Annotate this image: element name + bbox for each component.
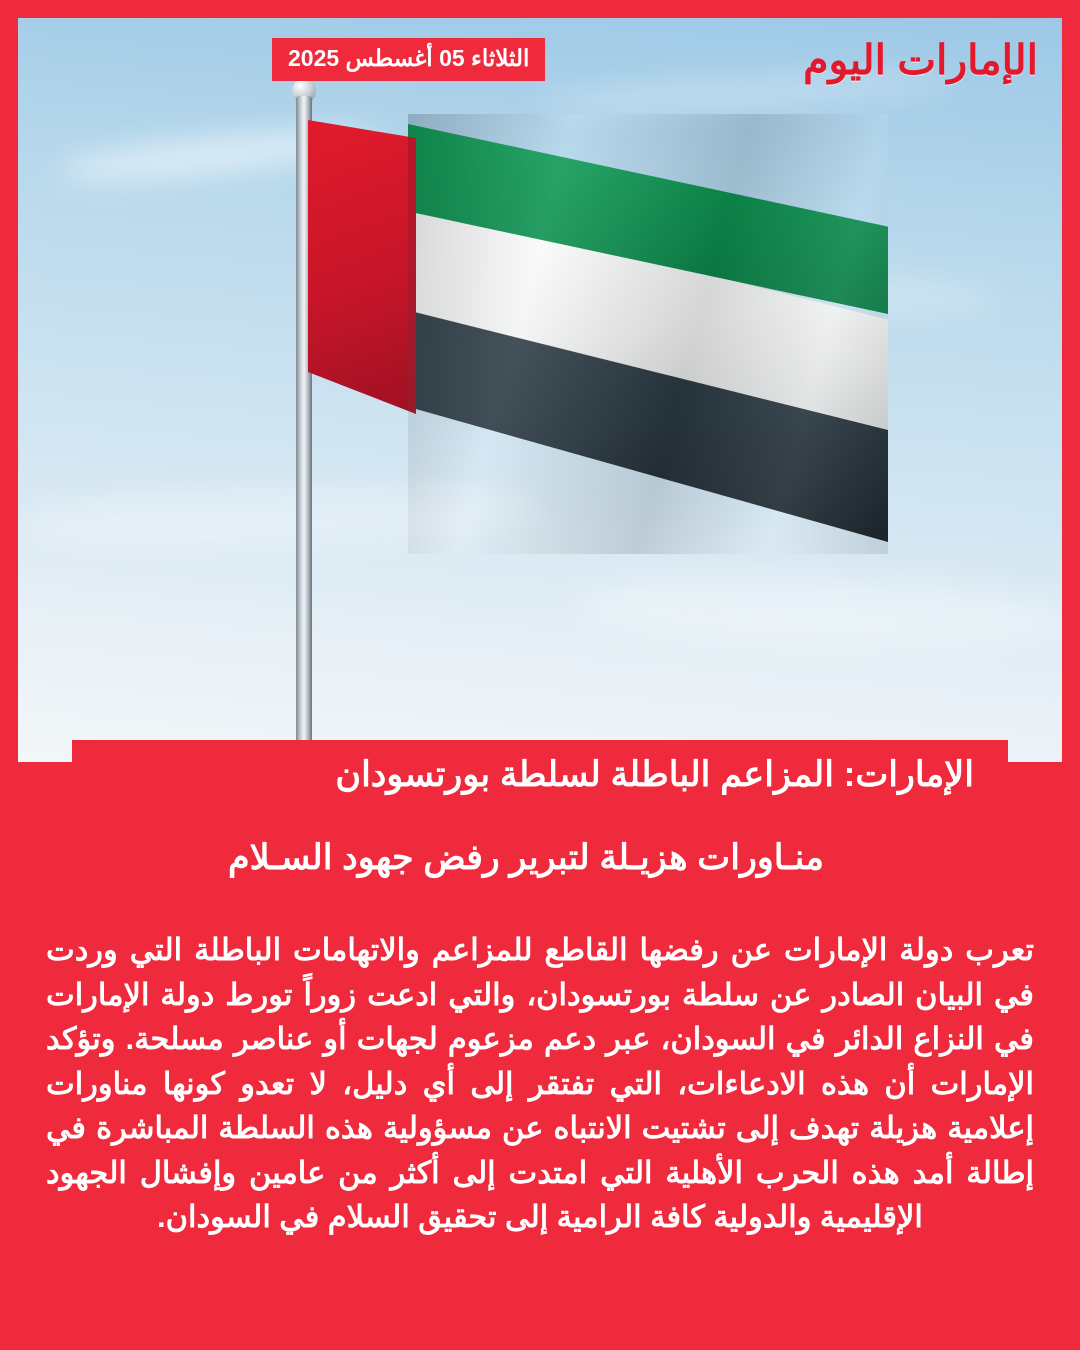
uae-flag [308,114,886,554]
headline-line-2: منـاورات هزيـلة لتبرير رفض جهود السـلام [44,823,1008,896]
article-body: تعرب دولة الإمارات عن رفضها القاطع للمزاعم والاتهامات الباطلة التي وردت في البيان الصادر عن سلطة بورتسودان، والتي ادعت زوراً تورط دولة الإمارات في النزاع الدائر في السودان، عبر دعم مزعوم لجهات أو عناصر مسلحة. وتؤكد الإمارات أن هذه الادعاءات، التي تفتقر إلى أي دليل، لا تعدو كونها مناورات إعلامية هزيلة تهدف إلى تشتيت الانتباه عن مسؤولية هذه السلطة المباشرة في إطالة أمد هذه الحرب الأهلية التي امتدت إلى أكثر من عامين وإفشال الجهود الإقليمية والدولية كافة الرامية إلى تحقيق السلام في السودان. [46,933,1034,1235]
publisher-logo[interactable]: الإمارات اليوم [803,37,1038,83]
date-badge: الثلاثاء 05 أغسطس 2025 [272,38,545,81]
headline-block [0,740,1080,896]
headline-line-1: الإمارات: المزاعم الباطلة لسلطة بورتسودان [72,740,1008,813]
cloud-streak [577,569,1062,656]
flag-band-red [308,114,416,414]
hero-photo [18,18,1062,762]
